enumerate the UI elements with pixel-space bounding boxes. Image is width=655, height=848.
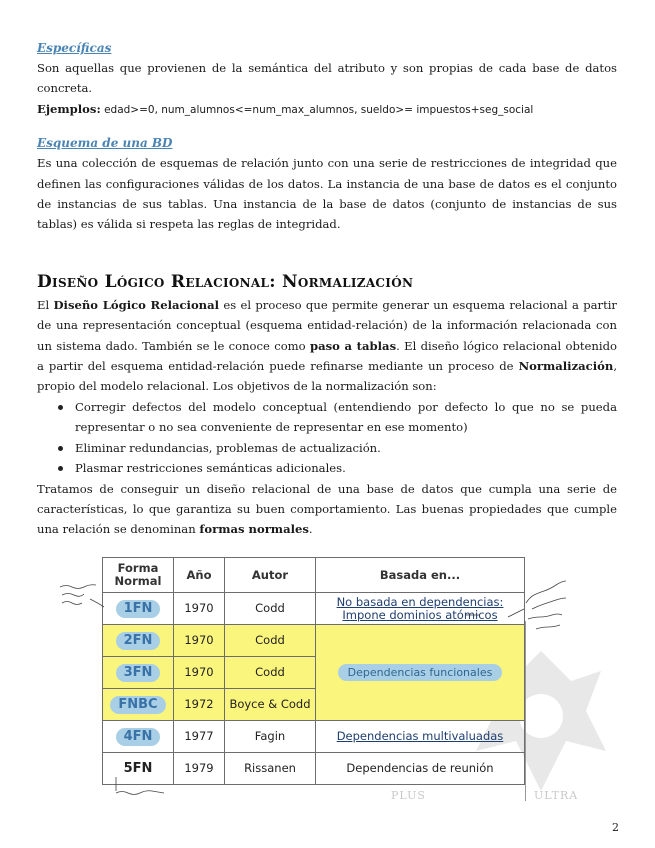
section-title: Diseño Lógico Relacional: Normalización xyxy=(37,271,414,292)
esquema-heading: Esquema de una BD xyxy=(37,136,173,151)
col-header-author: Autor xyxy=(225,558,316,593)
year-cell: 1972 xyxy=(174,689,225,721)
author-cell: Codd xyxy=(225,657,316,689)
form-badge: 4FN xyxy=(116,728,161,746)
form-badge: 1FN xyxy=(116,600,161,618)
esquema-text: Es una colección de esquemas de relación junto con una serie de restricciones de integridad que definen las configuraciones válidas de los datos. La instancia de una base de datos es el conjunto de instancias de sus tablas. Una instancia de la base de datos (conjunto de instancias de sus tablas) es válida si respeta las reglas de integridad. xyxy=(37,156,617,232)
watermark-left: PLUS xyxy=(391,789,426,802)
form-badge: 3FN xyxy=(116,664,161,682)
document-page xyxy=(37,38,617,540)
normal-forms-figure xyxy=(56,551,596,806)
form-badge: FNBC xyxy=(110,696,165,714)
especificas-heading: Específicas xyxy=(37,41,112,55)
year-cell: 1979 xyxy=(174,753,225,785)
col-header-year: Año xyxy=(174,558,225,593)
intro-paragraph: El Diseño Lógico Relacional es el proceso que permite generar un esquema relacional a partir de una representación conceptual (esquema entidad-relación) de la información relacionada con un sistema dado. También se le conoce como paso a tablas. El diseño lógico relacional obtenido a partir del esquema entidad-relación puede refinarse mediante un proceso de Normalización, propio del modelo relacional. Los objetivos de la normalización son: xyxy=(37,297,617,394)
year-cell: 1977 xyxy=(174,721,225,753)
col-header-form: Forma Normal xyxy=(103,558,174,593)
list-item: Corregir defectos del modelo conceptual (entendiendo por defecto lo que no se pueda representar o no sea conveniente de representar en ese momento) xyxy=(75,397,617,438)
author-cell: Fagin xyxy=(225,721,316,753)
handwritten-annotations-icon xyxy=(56,551,596,806)
especificas-text: Son aquellas que provienen de la semántica del atributo y son propias de cada base de datos concreta. xyxy=(37,61,617,96)
form-badge: 2FN xyxy=(116,632,161,650)
list-item: Plasmar restricciones semánticas adicionales. xyxy=(75,458,617,478)
form-badge: 5FN xyxy=(123,760,153,776)
list-item: Eliminar redundancias, problemas de actualización. xyxy=(75,438,617,458)
page-number: 2 xyxy=(612,821,619,834)
author-cell: Rissanen xyxy=(225,753,316,785)
objectives-list xyxy=(37,397,617,479)
forms-paragraph: Tratamos de conseguir un diseño relacional de una base de datos que cumpla una serie de características, lo que garantiza su buen comportamiento. Las buenas propiedades que cumple una relación se denominan formas normales. xyxy=(37,481,617,537)
author-cell: Codd xyxy=(225,625,316,657)
examples-line xyxy=(37,99,617,120)
examples-text: edad>=0, num_alumnos<=num_max_alumnos, sueldo>= impuestos+seg_social xyxy=(100,103,534,116)
basis-cell: Dependencias multivaluadas xyxy=(316,721,525,753)
year-cell: 1970 xyxy=(174,657,225,689)
year-cell: 1970 xyxy=(174,625,225,657)
basis-cell: No basada en dependencias: Impone dominios atómicos xyxy=(316,593,525,625)
year-cell: 1970 xyxy=(174,593,225,625)
functional-badge: Dependencias funcionales xyxy=(338,664,503,681)
author-cell: Codd xyxy=(225,593,316,625)
examples-label: Ejemplos: xyxy=(37,101,101,116)
basis-cell: Dependencias de reunión xyxy=(316,753,525,785)
author-cell: Boyce & Codd xyxy=(225,689,316,721)
col-header-basis: Basada en... xyxy=(316,558,525,593)
watermark-right: ULTRA xyxy=(534,789,579,802)
